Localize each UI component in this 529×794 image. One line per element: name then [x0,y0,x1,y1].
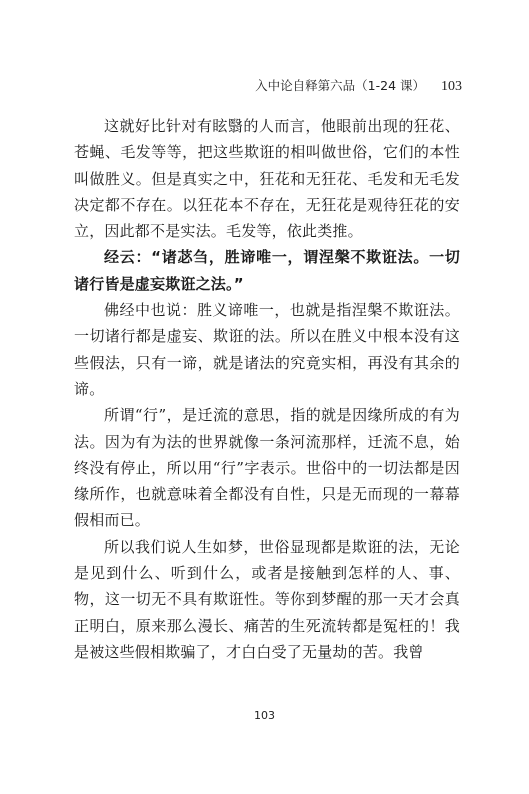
running-header [255,76,462,95]
header-title: 入中论自释第六品（1-24 课） [255,78,425,93]
paragraph-3: 佛经中也说：胜义谛唯一，也就是指涅槃不欺诳法。一切诸行都是虚妄、欺诳的法。所以在胜义中根本没有这些假法，只有一谛，就是诸法的究竟实相，再没有其余的谛。 [74,301,460,398]
paragraph-1: 这就好比针对有眩翳的人而言，他眼前出现的狂花、苍蝇、毛发等等，把这些欺诳的相叫做世俗，它们的本性叫做胜义。但是真实之中，狂花和无狂花、毛发和无毛发决定都不存在。以狂花本不存在，无狂花是观待狂花的安立，因此都不是实法。毛发等，依此类推。 [74,117,460,241]
sutra-quote: 经云：“诸苾刍，胜谛唯一，谓涅槃不欺诳法。一切诸行皆是虚妄欺诳之法。” [74,248,460,293]
paragraph-5: 所以我们说人生如梦，世俗显现都是欺诳的法，无论是见到什么、听到什么，或者是接触到怎样的人、事、物，这一切无不具有欺诳性。等你到梦醒的那一天才会真正明白，原来那么漫长、痛苦的生死流转都是冤枉的！我是被这些假相欺骗了，才白白受了无量劫的苦。我曾 [74,537,460,661]
header-page-number: 103 [441,79,462,94]
paragraph-4: 所谓“行”，是迁流的意思，指的就是因缘所成的有为法。因为有为法的世界就像一条河流那样，迁流不息，始终没有停止，所以用“行”字表示。世俗中的一切法都是因缘所作，也就意味着全都没有自性，只是无而现的一幕幕假相而已。 [74,406,460,530]
page-footer-number: 103 [254,709,275,722]
body-text [74,113,460,665]
